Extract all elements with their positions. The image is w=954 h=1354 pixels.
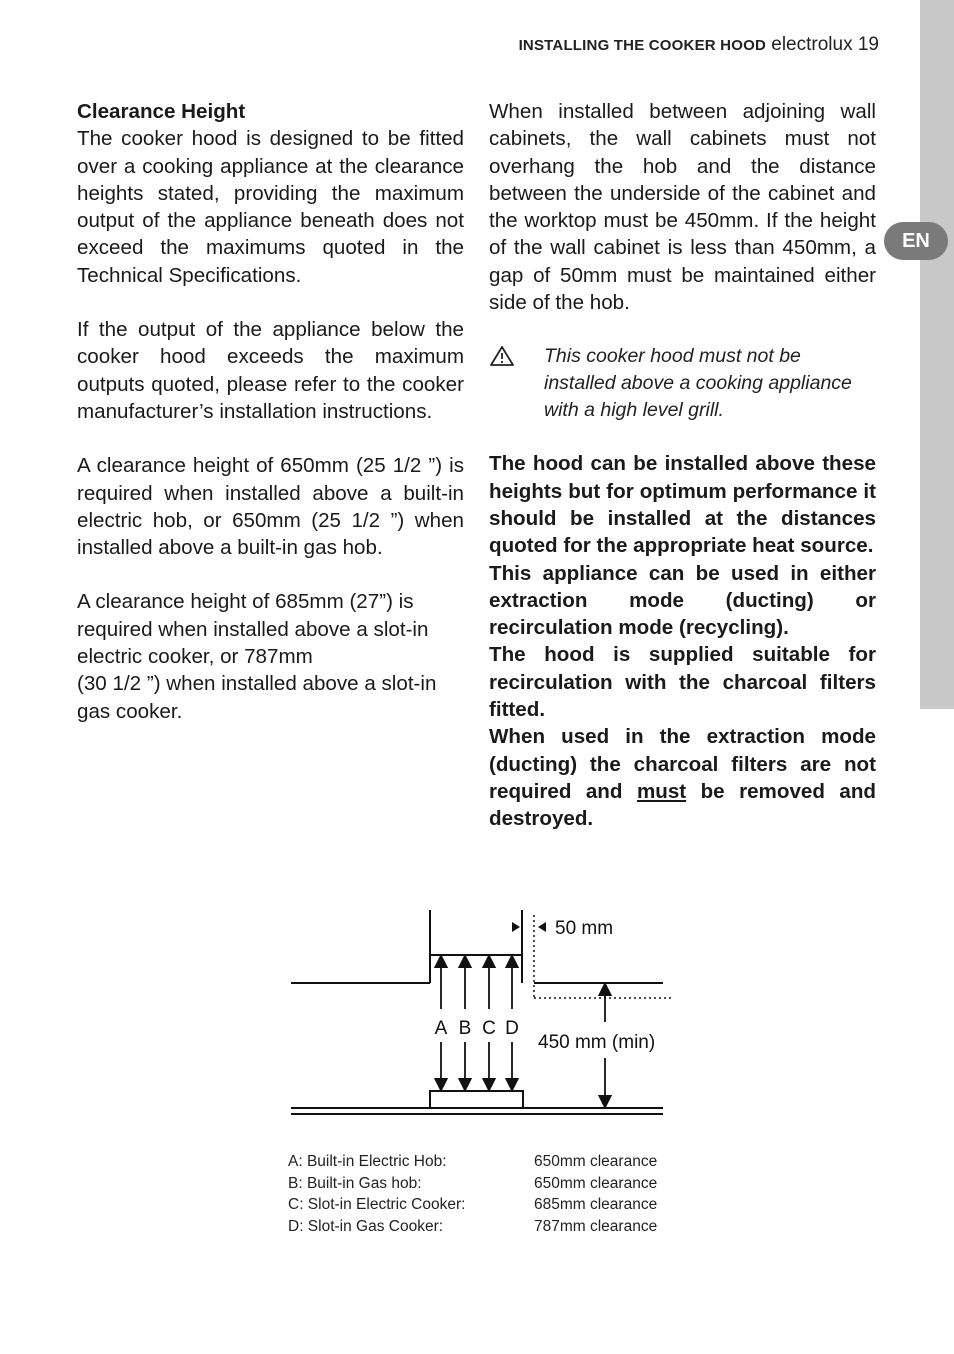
section-heading: Clearance Height — [77, 100, 246, 123]
important-notes — [489, 450, 876, 832]
note: The hood is supplied suitable for recirculation with the charcoal filters fitted. — [489, 643, 876, 722]
paragraph: If the output of the appliance below the cooker hood exceeds the maximum outputs quoted, please refer to the cooker manufacturer’s installation instructions. — [77, 318, 464, 423]
paragraph: When installed between adjoining wall cabinets, the wall cabinets must not overhang the hob and the distance between the underside of the cabinet and the worktop must be 450mm. If the height of the wall cabinet is less than 450mm, a gap of 50mm must be maintained either side of the hob. — [489, 100, 876, 315]
gap-label: 50 mm — [555, 918, 614, 939]
emphasis-must: must — [636, 779, 687, 803]
clearance-diagram — [280, 900, 700, 1130]
height-label: 450 mm (min) — [538, 1032, 656, 1053]
legend-row — [288, 1151, 657, 1173]
paragraph: The cooker hood is designed to be fitted over a cooking appliance at the clearance heights stated, providing the maximum output of the appliance beneath does not exceed the maximums quoted in the Technical Specifications. — [77, 127, 464, 287]
hob — [430, 1091, 523, 1108]
letter-c: C — [482, 1018, 496, 1039]
section-title: INSTALLING THE COOKER HOOD — [518, 37, 766, 54]
legend-value: 650mm clearance — [534, 1174, 658, 1192]
page-header — [519, 34, 879, 56]
legend-row — [288, 1173, 657, 1195]
letter-d: D — [505, 1018, 519, 1039]
warning-text: This cooker hood must not be installed above a cooking appliance with a high level grill. — [544, 345, 852, 422]
side-tab — [920, 0, 954, 709]
legend-value: 650mm clearance — [534, 1153, 658, 1170]
note — [489, 723, 876, 832]
letter-b: B — [458, 1018, 472, 1039]
note: The hood can be installed above these heights but for optimum performance it should be installed at the distances quoted for the appropriate heat source. — [489, 452, 876, 558]
note: This appliance can be used in either extraction mode (ducting) or recirculation mode (recycling). — [489, 561, 876, 640]
legend-label: D: Slot-in Gas Cooker: — [288, 1218, 444, 1236]
paragraph-line: A clearance height of 685mm (27”) is required when installed above a slot-in electric cooker, or 787mm — [77, 590, 429, 669]
left-column — [77, 98, 464, 752]
warning-note — [489, 343, 876, 424]
legend-label: A: Built-in Electric Hob: — [288, 1153, 447, 1170]
gap-arrow-right — [538, 922, 546, 932]
legend-value: 685mm clearance — [534, 1196, 658, 1214]
paragraph-line: (30 1/2 ”) when installed above a slot-in gas cooker. — [77, 672, 437, 723]
letter-a: A — [434, 1018, 448, 1039]
language-badge: EN — [884, 222, 948, 260]
gap-arrow-left — [512, 922, 520, 932]
diagram-legend — [288, 1151, 657, 1238]
note-text: When used in the extraction mode (ducting) the charcoal filters are not required and — [489, 725, 876, 803]
right-column — [489, 98, 876, 833]
legend-row — [288, 1216, 657, 1238]
note-text: be removed and destroyed. — [489, 779, 877, 831]
legend-row — [288, 1194, 657, 1216]
warning-triangle-icon — [489, 343, 544, 424]
legend-label: B: Built-in Gas hob: — [288, 1174, 422, 1192]
clearance-section — [77, 98, 464, 289]
legend-label: C: Slot-in Electric Cooker: — [288, 1196, 466, 1214]
brand-page-number: electrolux 19 — [771, 34, 879, 55]
paragraph — [77, 588, 464, 724]
paragraph: A clearance height of 650mm (25 1/2 ”) is required when installed above a built-in electric hob, or 650mm (25 1/2 ”) when installed above a built-in gas hob. — [77, 454, 464, 560]
legend-value: 787mm clearance — [534, 1218, 658, 1236]
